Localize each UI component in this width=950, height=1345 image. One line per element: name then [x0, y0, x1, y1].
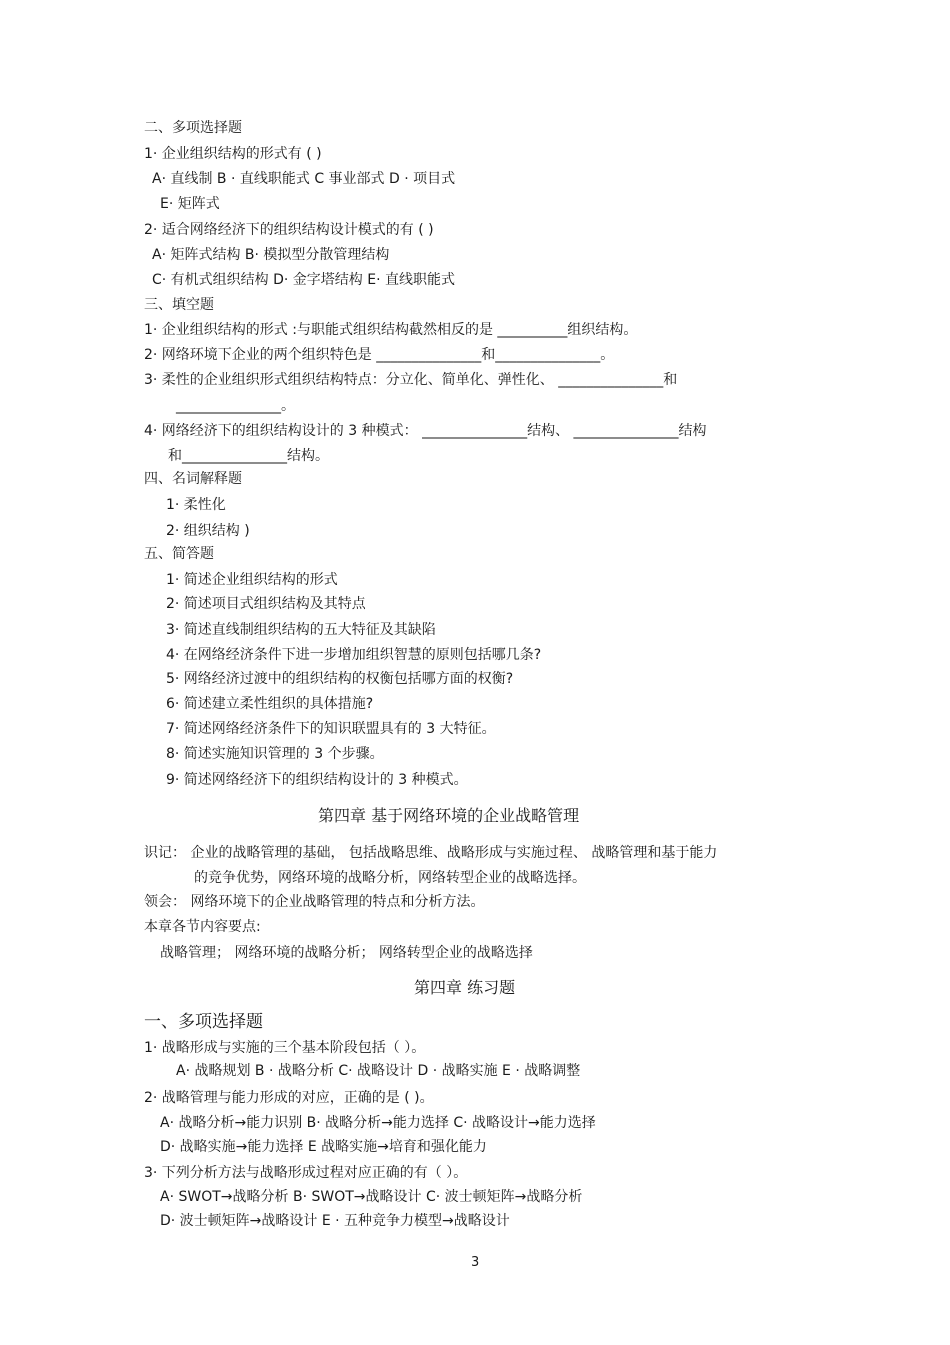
short-answer-item: 3· 简述直线制组织结构的五大特征及其缺陷 — [166, 622, 436, 638]
fill-blank-line: 1· 企业组织结构的形式 :与职能式组织结构截然相反的是 __________组织结构。 — [144, 322, 638, 338]
options-line: A· 矩阵式结构 B· 模拟型分散管理结构 — [152, 247, 390, 263]
paragraph-line: 本章各节内容要点: — [144, 919, 261, 935]
fill-blank-line: 3· 柔性的企业组织形式组织结构特点：分立化、简单化、弹性化、 _______________和 — [144, 372, 678, 388]
short-answer-item: 6· 简述建立柔性组织的具体措施? — [166, 696, 374, 712]
fill-blank-line: _______________。 — [176, 398, 295, 414]
short-answer-item: 4· 在网络经济条件下进一步增加组织智慧的原则包括哪几条? — [166, 647, 542, 663]
section-heading: 五、简答题 — [144, 546, 214, 562]
short-answer-item: 9· 简述网络经济下的组织结构设计的 3 种模式。 — [166, 772, 468, 788]
question-line: 2· 适合网络经济下的组织结构设计模式的有 ( ) — [144, 222, 434, 238]
question-line: 1· 企业组织结构的形式有 ( ) — [144, 146, 322, 162]
fill-blank-line: 2· 网络环境下企业的两个组织特色是 _______________和_______________。 — [144, 347, 615, 363]
paragraph-line: 领会： 网络环境下的企业战略管理的特点和分析方法。 — [144, 894, 485, 910]
options-line: A· 战略规划 B · 战略分析 C· 战略设计 D · 战略实施 E · 战略调整 — [176, 1063, 581, 1079]
section-heading: 一、多项选择题 — [144, 1012, 263, 1032]
paragraph-line: 识记： 企业的战略管理的基础， 包括战略思维、战略形成与实施过程、 战略管理和基于能力 — [144, 845, 718, 861]
options-line: D· 战略实施→能力选择 E 战略实施→培育和强化能力 — [160, 1139, 487, 1155]
options-line: A· SWOT→战略分析 B· SWOT→战略设计 C· 波士顿矩阵→战略分析 — [160, 1189, 583, 1205]
paragraph-line: 战略管理； 网络环境的战略分析； 网络转型企业的战略选择 — [160, 945, 533, 961]
question-line: 2· 战略管理与能力形成的对应，正确的是 ( )。 — [144, 1090, 434, 1106]
section-heading: 二、多项选择题 — [144, 120, 242, 136]
page-number: 3 — [471, 1255, 480, 1270]
short-answer-item: 1· 简述企业组织结构的形式 — [166, 572, 338, 588]
fill-blank-line: 和_______________结构。 — [168, 448, 329, 464]
options-line: C· 有机式组织结构 D· 金字塔结构 E· 直线职能式 — [152, 272, 456, 288]
short-answer-item: 5· 网络经济过渡中的组织结构的权衡包括哪方面的权衡? — [166, 671, 514, 687]
chapter-title: 第四章 基于网络环境的企业战略管理 — [318, 806, 580, 825]
options-line: D· 波士顿矩阵→战略设计 E · 五种竞争力模型→战略设计 — [160, 1213, 510, 1229]
options-line: A· 战略分析→能力识别 B· 战略分析→能力选择 C· 战略设计→能力选择 — [160, 1115, 596, 1131]
question-line: 1· 战略形成与实施的三个基本阶段包括（ ）。 — [144, 1040, 426, 1056]
options-line: A· 直线制 B · 直线职能式 C 事业部式 D · 项目式 — [152, 171, 456, 187]
short-answer-item: 7· 简述网络经济条件下的知识联盟具有的 3 大特征。 — [166, 721, 496, 737]
paragraph-line: 的竞争优势，网络环境的战略分析，网络转型企业的战略选择。 — [194, 870, 586, 886]
short-answer-item: 8· 简述实施知识管理的 3 个步骤。 — [166, 746, 384, 762]
chapter-subtitle: 第四章 练习题 — [414, 978, 516, 997]
term-item: 1· 柔性化 — [166, 497, 226, 513]
short-answer-item: 2· 简述项目式组织结构及其特点 — [166, 596, 366, 612]
term-item: 2· 组织结构 ) — [166, 523, 250, 539]
question-line: 3· 下列分析方法与战略形成过程对应正确的有（ ）。 — [144, 1165, 468, 1181]
fill-blank-line: 4· 网络经济下的组织结构设计的 3 种模式： _______________结构、 _______________结构 — [144, 423, 707, 439]
options-line: E· 矩阵式 — [160, 196, 220, 212]
section-heading: 三、填空题 — [144, 297, 214, 313]
section-heading: 四、名词解释题 — [144, 471, 242, 487]
